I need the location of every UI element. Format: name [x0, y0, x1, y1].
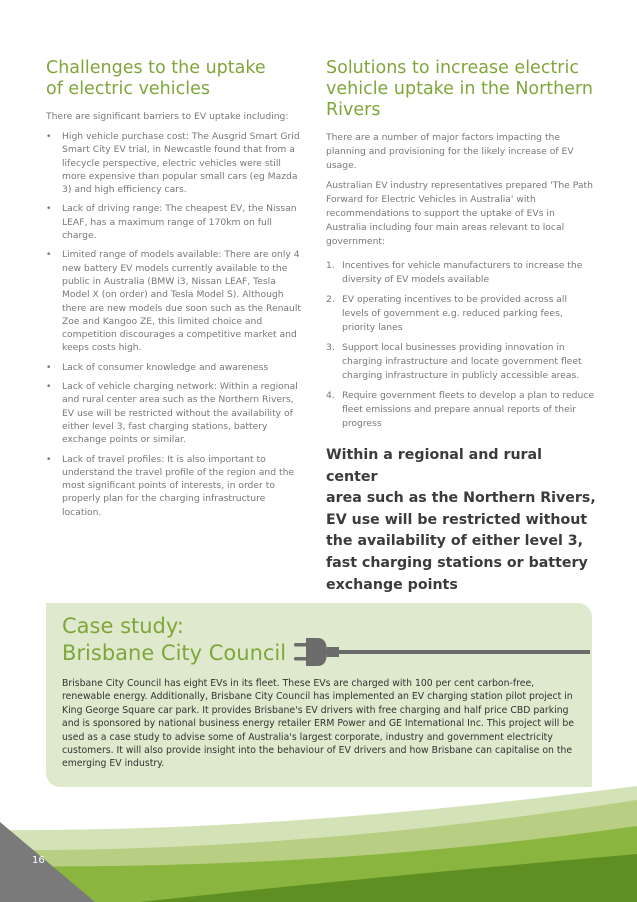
pullquote-line: EV use will be restricted without [326, 511, 588, 528]
page-number: 16 [32, 855, 45, 866]
challenges-title-line1: Challenges to the uptake [46, 58, 266, 78]
list-item [326, 293, 596, 335]
pullquote-line: exchange points [326, 576, 458, 593]
list-text: Incentives for vehicle manufacturers to increase the diversity of EV models available [342, 260, 583, 285]
pullquote-line: Within a regional and rural center [326, 447, 542, 485]
case-study-title-line2: Brisbane City Council [62, 641, 287, 665]
solutions-para2: Australian EV industry representatives prepared 'The Path Forward for Electric Vehicles in Australia' with recommendations to support the uptake of EVs in Australia including four main areas relevant to local government: [326, 180, 593, 247]
case-study-title-line1: Case study: [62, 614, 184, 638]
list-number: 3. [326, 342, 335, 353]
pullquote-line: fast charging stations or battery [326, 554, 588, 571]
list-item [326, 389, 596, 431]
solutions-section [326, 58, 596, 596]
list-item: • Lack of vehicle charging network: Within a regional and rural center area such as the Northern Rivers, EV use will be restricted without the availability of either level 3, fast charging stations, battery exchange points or similar. [46, 380, 304, 446]
list-text: Support local businesses providing innovation in charging infrastructure and locate government fleet charging infrastructure in publicly accessible areas. [342, 342, 582, 381]
challenges-section [46, 58, 304, 525]
solutions-para1: There are a number of major factors impacting the planning and provisioning for the likely increase of EV usage. [326, 132, 574, 171]
pullquote-line: the availability of either level 3, [326, 533, 584, 550]
list-item: • Lack of consumer knowledge and awareness [46, 361, 304, 374]
solutions-list [326, 259, 596, 431]
solutions-title [326, 58, 596, 121]
list-item: • High vehicle purchase cost: The Ausgrid Smart Grid Smart City EV trial, in Newcastle found that from a lifecycle perspective, electric vehicles were still more expensive than popular small cars (eg Mazda 3) and high efficiency cars. [46, 130, 304, 196]
footer-swoosh-graphic [0, 770, 637, 902]
challenges-intro: There are significant barriers to EV uptake including: [46, 111, 289, 122]
list-item [326, 341, 596, 383]
list-text: EV operating incentives to be provided across all levels of government e.g. reduced parking fees, priority lanes [342, 294, 568, 333]
solutions-title-line1: Solutions to increase electric [326, 58, 579, 78]
list-number: 2. [326, 294, 335, 305]
list-text: Require government fleets to develop a plan to reduce fleet emissions and prepare annual reports of their progress [342, 390, 594, 429]
challenges-title-line2: of electric vehicles [46, 79, 210, 99]
challenges-list [46, 130, 304, 519]
list-item: • Lack of driving range: The cheapest EV, the Nissan LEAF, has a maximum range of 170km on full charge. [46, 202, 304, 242]
solutions-title-line2: vehicle uptake in the Northern [326, 79, 594, 99]
pullquote [326, 445, 596, 596]
list-number: 1. [326, 260, 335, 271]
case-study-text: Brisbane City Council has eight EVs in its fleet. These EVs are charged with 100 per cent carbon-free, renewable energy. Additionally, Brisbane City Council has implemented an EV charging station pilot project in King George Square car park. It provides Brisbane's EV drivers with free charging and half price CBD parking and is sponsored by national business energy retailer ERM Power and GE International Inc. This project will be used as a case study to advise some of Australia's largest corporate, industry and government electricity customers. It will also provide insight into the behaviour of EV drivers and how Brisbane can capitalise on the emerging EV industry. [62, 678, 574, 770]
list-number: 4. [326, 390, 335, 401]
case-study-title [62, 613, 286, 667]
plug-icon [294, 635, 590, 671]
case-study-box [46, 603, 592, 787]
challenges-title [46, 58, 304, 100]
pullquote-line: area such as the Northern Rivers, [326, 490, 596, 507]
solutions-title-line3: Rivers [326, 100, 381, 120]
list-item [326, 259, 596, 287]
list-item: • Limited range of models available: There are only 4 new battery EV models currently available to the public in Australia (BMW i3, Nissan LEAF, Tesla Model X (on order) and Tesla Model S). Although there are new models due soon such as the Renault Zoe and Kangoo ZE, this limited choice and competition discourages a competitive market and keeps costs high. [46, 248, 304, 354]
list-item: • Lack of travel profiles: It is also important to understand the travel profile of the region and the most significant points of interests, in order to properly plan for the charging infrastructure location. [46, 453, 304, 519]
